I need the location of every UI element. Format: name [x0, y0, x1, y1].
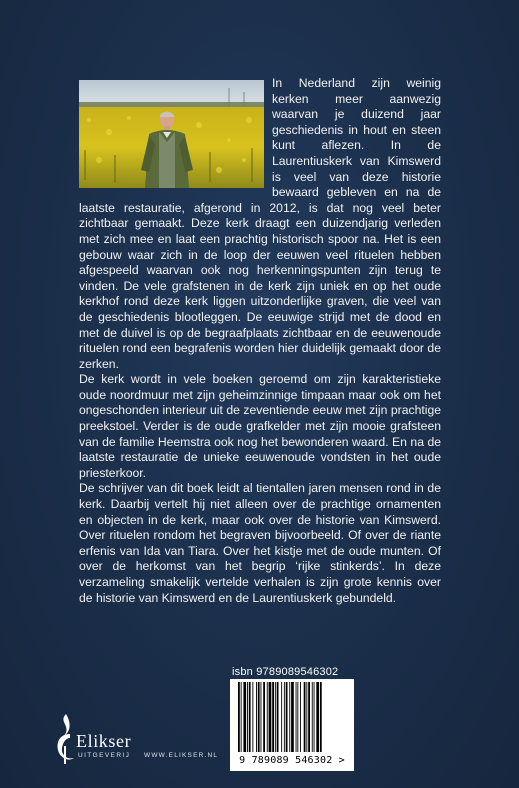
photo-spacer [79, 76, 272, 200]
elikser-flame-icon [52, 712, 78, 767]
blurb-text [79, 76, 441, 606]
blurb-paragraph-2: De kerk wordt in vele boeken geroemd om zijn karakteristieke oude noordmuur met zijn geheimzinnige timpaan maar ook om het ongeschonden interieur uit de zeventiende eeuw met zijn prachtige preekstoel. Verder is de oude grafkelder met zijn mooie grafsteen van de familie Heemstra ook nog het bewonderen waard. En na de laatste restauratie de unieke eeuwenoude vondsten in het oude priesterkoor. [79, 372, 441, 480]
blurb-paragraph-1: In Nederland zijn weinig kerken meer aanwezig waarvan je duizend jaar geschiedenis in hout en steen kunt aflezen. In de Laurentiuskerk van Kimswerd is veel van deze historie bewaard gebleven en na de laatste restauratie, afgerond in 2012, is dat nog veel beter zichtbaar gemaakt. Deze kerk draagt een duizendjarig verleden met zich mee en laat een prachtig historisch spoor na. Het is een gebouw waar zich in de loop der eeuwen veel rituelen hebben afgespeeld waarvan ook nog herkenningspunten zijn terug te vinden. De vele grafstenen in de kerk zijn uniek en op het oude kerkhof rond deze kerk liggen uitzonderlijke graven, die veel van de geschiedenis blootleggen. De eeuwige strijd met de dood en met de duivel is op de begraafplaats zichtbaar en de eeuwenoude rituelen rond een begrafenis worden hier duidelijk gemaakt door de zerken. [79, 76, 441, 371]
isbn-label: isbn 9789089546302 [232, 666, 339, 678]
isbn-barcode [230, 679, 354, 771]
publisher-name: Elikser [76, 731, 132, 751]
publisher-subtitle: UITGEVERIJ [78, 752, 131, 759]
publisher-url[interactable]: WWW.ELIKSER.NL [144, 752, 219, 759]
barcode-bars [234, 682, 350, 754]
blurb-paragraph-3: De schrijver van dit boek leidt al tientallen jaren mensen rond in de kerk. Daarbij vertelt hij niet alleen over de prachtige ornamenten en objecten in de kerk, maar ook over de historie van Kimswerd. Over rituelen rondom het begraven bijvoorbeeld. Of over de riante erfenis van Ida van Tiara. Over het kistje met de oude munten. Of over de herkomst van het begrip ‘rijke stinkerds’. In deze verzameling smakelijk vertelde verhalen is zijn grote kennis over de historie van Kimswerd en de Laurentiuskerk gebundeld. [79, 481, 441, 605]
publisher-logo [52, 712, 222, 767]
barcode-digits: 9 789089 546302 > [239, 755, 345, 766]
